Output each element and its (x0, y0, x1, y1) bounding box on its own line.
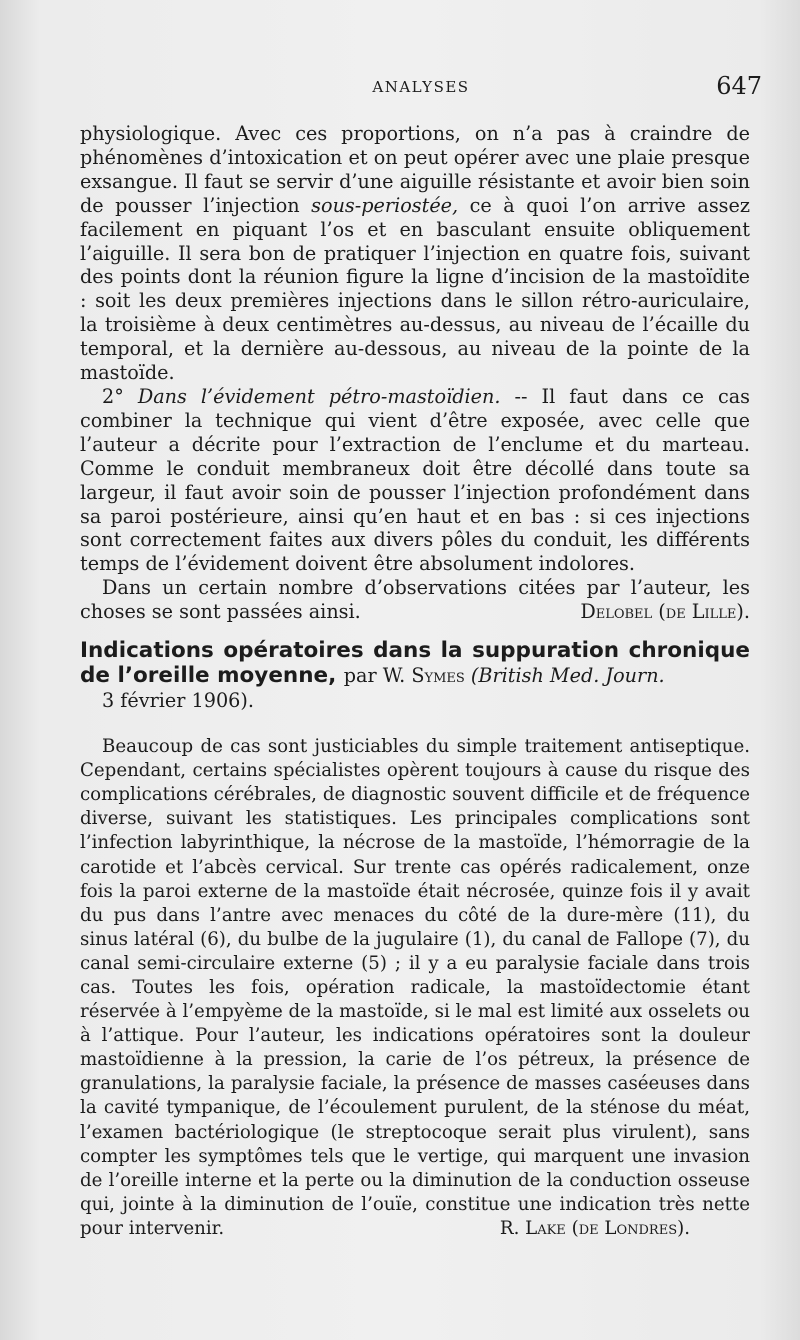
running-title: ANALYSES (372, 78, 470, 96)
signature-place: (de Lille). (658, 600, 750, 624)
article-heading (80, 638, 750, 713)
paragraph-text: ce à quoi l’on arrive assez facilement en piquant l’os et en basculant ensuite obliquement l’aiguille. Il sera bon de pratiquer l’injection en quatre fois, suivant des points dont la réunion figure la ligne d’incision de la mastoïdite : soit les deux premières injections dans le sillon rétro-auriculaire, la troisième à deux centimètres au-dessus, au niveau de l’écaille du temporal, et la dernière au-dessous, au niveau de la pointe de la mastoïde. (80, 193, 750, 385)
journal-name: (British Med. Journ. (470, 664, 665, 688)
paragraph-text: Dans un certain nombre d’observations citées par l’auteur, les choses se sont passées ainsi. (80, 576, 750, 624)
paragraph-continued (80, 122, 750, 385)
page-header (80, 72, 762, 108)
page-body (80, 122, 750, 1241)
byline-by: par W. (343, 664, 406, 688)
signature-name: R. Lake (499, 1218, 566, 1239)
signature-place: (de Londres). (571, 1218, 690, 1239)
signature-name: Delobel (580, 600, 653, 624)
paragraph-text: physiologique. Avec ces proportions, on n’a pas à craindre de phénomènes d’intoxication et on peut opérer avec une plaie presque exsangue. Il faut se servir d’une aiguille résistante et avoir bien soin de pousser l’injection (80, 122, 750, 217)
article-body (80, 735, 750, 1241)
paragraph-conclusion (80, 576, 750, 624)
article-byline (344, 664, 665, 687)
page-number: 647 (716, 72, 762, 100)
paragraph-evidement (80, 385, 750, 576)
article-date: 3 février 1906). (102, 689, 254, 713)
item-number: 2° (102, 384, 124, 408)
emphasis-text: Dans l’évidement pétro-mastoïdien. (137, 384, 501, 408)
paragraph-text: Beaucoup de cas sont justiciables du simple traitement antiseptique. Cependant, certains spécialistes opèrent toujours à cause du risque des complications cérébrales, de diagnostic souvent difficile et de fréquence diverse, suivant les statistiques. Les principales complications sont l’infection labyrinthique, la nécrose de la mastoïde, l’hémorragie de la carotide et l’abcès cervical. Sur trente cas opérés radicalement, onze fois la paroi externe de la mastoïde était nécrosée, quinze fois il y avait du pus dans l’antre avec menaces du côté de la dure-mère (11), du sinus latéral (6), du bulbe de la jugulaire (1), du canal de Fallope (7), du canal semi-circulaire externe (5) ; il y a eu paralysie faciale dans trois cas. Toutes les fois, opération radicale, la mastoïdectomie étant réservée à l’empyème de la mastoïde, si le mal est limité aux osselets ou à l’attique. Pour l’auteur, les indications opératoires sont la douleur mastoïdienne à la pression, la carie de l’os pétreux, la présence de granulations, la paralysie faciale, la présence de masses caséeuses dans la cavité tympanique, de l’écoulement purulent, de la sténose du méat, l’examen bactériologique (le streptocoque serait plus virulent), sans compter les symptômes tels que le vertige, qui marquent une invasion de l’oreille interne et la perte ou la diminution de la conduction osseuse qui, jointe à la diminution de l’ouïe, constitue une indication très nette pour intervenir. (80, 736, 750, 1239)
paragraph-text: -- Il faut dans ce cas combiner la technique qui vient d’être exposée, avec celle que l’auteur a décrite pour l’extraction de l’enclume et du marteau. Comme le conduit membraneux doit être décollé dans toute sa largeur, il faut avoir soin de pousser l’injection profondément dans sa paroi postérieure, ainsi qu’en haut et en bas : si ces injections sont correctement faites aux divers pôles du conduit, les différents temps de l’évidement doivent être absolument indolores. (80, 384, 751, 576)
emphasis-text: sous-periostée, (311, 193, 459, 217)
article-title: Indications opératoires dans la suppuration chronique de l’oreille moyenne, (80, 638, 750, 689)
article-author: Symes (411, 664, 465, 688)
author-signature (500, 1217, 690, 1241)
author-signature (558, 600, 750, 624)
